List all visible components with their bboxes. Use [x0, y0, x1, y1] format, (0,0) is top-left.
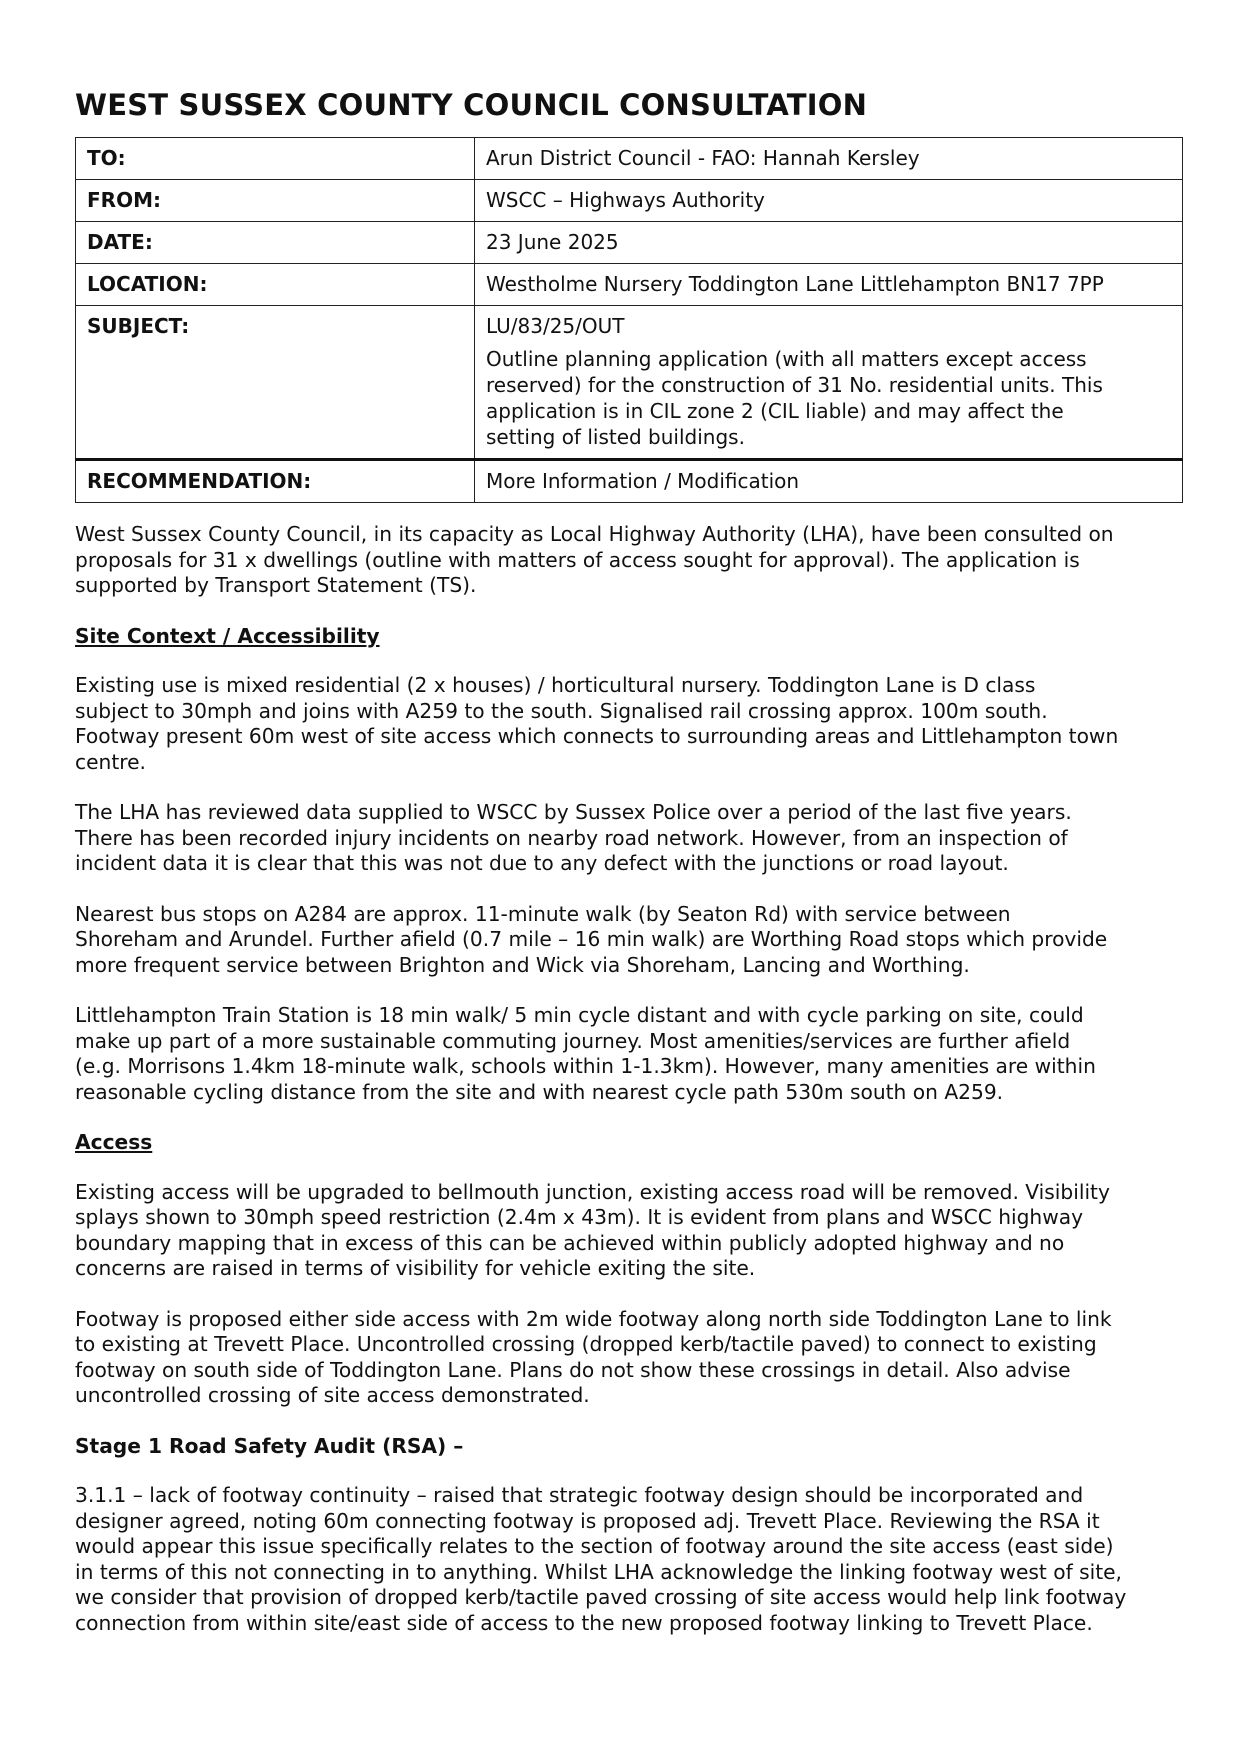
date-label: DATE:: [76, 222, 475, 264]
text-line: subject to 30mph and joins with A259 to the south. Signalised rail crossing approx. 100m south.: [75, 698, 1048, 723]
site-context-heading: Site Context / Accessibility: [75, 623, 380, 648]
text-line: Shoreham and Arundel. Further afield (0.7 mile – 16 min walk) are Worthing Road stops which provide: [75, 927, 1108, 951]
text-line: boundary mapping that in excess of this can be achieved within publicly adopted highway and no: [75, 1230, 1065, 1255]
subject-line: setting of listed buildings.: [486, 425, 745, 449]
access-paragraph-1: [75, 1180, 1195, 1282]
site-paragraph-4: [75, 1003, 1195, 1105]
document-title: WEST SUSSEX COUNTY COUNCIL CONSULTATION: [75, 88, 868, 122]
location-label: LOCATION:: [76, 264, 475, 306]
from-value: WSCC – Highways Authority: [475, 180, 1183, 222]
table-row-subject: [76, 306, 1183, 460]
subject-label: SUBJECT:: [76, 306, 475, 460]
rsa-paragraph-1: [75, 1483, 1195, 1636]
text-line: Footway present 60m west of site access which connects to surrounding areas and Littlehampton town: [75, 724, 1119, 748]
text-line: would appear this issue specifically relates to the section of footway around the site access (east side): [75, 1534, 1114, 1558]
intro-paragraph: [75, 522, 1195, 599]
subject-reference: LU/83/25/OUT: [486, 314, 625, 338]
subject-value: [475, 306, 1183, 460]
access-paragraph-2: [75, 1307, 1195, 1409]
text-line: Nearest bus stops on A284 are approx. 11-minute walk (by Seaton Rd) with service between: [75, 901, 1011, 926]
text-line: Littlehampton Train Station is 18 min walk/ 5 min cycle distant and with cycle parking on site, could: [75, 1003, 1084, 1027]
text-line: incident data it is clear that this was not due to any defect with the junctions or road layout.: [75, 851, 1009, 875]
text-line: 3.1.1 – lack of footway continuity – raised that strategic footway design should be incorporated and: [75, 1483, 1084, 1507]
text-line: connection from within site/east side of access to the new proposed footway linking to Trevett Place.: [75, 1610, 1093, 1635]
text-line: Existing access will be upgraded to bellmouth junction, existing access road will be removed. Visibility: [75, 1179, 1110, 1204]
text-line: Footway is proposed either side access with 2m wide footway along north side Toddington Lane to link: [75, 1306, 1112, 1331]
text-line: centre.: [75, 749, 146, 774]
from-label: FROM:: [76, 180, 475, 222]
subject-line: Outline planning application (with all matters except access: [486, 347, 1087, 371]
table-row-from: [76, 180, 1183, 222]
text-line: more frequent service between Brighton and Wick via Shoreham, Lancing and Worthing.: [75, 952, 970, 977]
text-line: in terms of this not connecting in to anything. Whilst LHA acknowledge the linking footway west of site,: [75, 1559, 1122, 1584]
site-paragraph-3: [75, 902, 1195, 979]
table-row-to: [76, 138, 1183, 180]
text-line: make up part of a more sustainable commuting journey. Most amenities/services are further afield: [75, 1028, 1071, 1053]
site-paragraph-1: [75, 673, 1195, 775]
table-row-recommendation: [76, 460, 1183, 503]
site-paragraph-2: [75, 800, 1195, 877]
text-line: uncontrolled crossing of site access demonstrated.: [75, 1383, 590, 1407]
text-line: There has been recorded injury incidents on nearby road network. However, from an inspection of: [75, 825, 1068, 850]
subject-line: reserved) for the construction of 31 No. residential units. This: [486, 373, 1103, 397]
table-row-location: [76, 264, 1183, 306]
text-line: The LHA has reviewed data supplied to WSCC by Sussex Police over a period of the last five years.: [75, 800, 1072, 824]
text-line: to existing at Trevett Place. Uncontrolled crossing (dropped kerb/tactile paved) to connect to existing: [75, 1332, 1097, 1356]
text-line: concerns are raised in terms of visibility for vehicle exiting the site.: [75, 1256, 756, 1280]
text-line: Existing use is mixed residential (2 x houses) / horticultural nursery. Toddington Lane is D class: [75, 673, 1036, 697]
text-line: we consider that provision of dropped kerb/tactile paved crossing of site access would help link footway: [75, 1585, 1127, 1609]
rsa-heading: Stage 1 Road Safety Audit (RSA) –: [75, 1433, 464, 1458]
text-line: West Sussex County Council, in its capacity as Local Highway Authority (LHA), have been consulted on: [75, 522, 1114, 546]
recommendation-value: More Information / Modification: [475, 460, 1183, 503]
text-line: designer agreed, noting 60m connecting footway is proposed adj. Trevett Place. Reviewing the RSA it: [75, 1508, 1100, 1533]
document-body: [75, 522, 1195, 1661]
date-value: 23 June 2025: [475, 222, 1183, 264]
text-line: splays shown to 30mph speed restriction (2.4m x 43m). It is evident from plans and WSCC highway: [75, 1205, 1084, 1229]
text-line: supported by Transport Statement (TS).: [75, 573, 477, 597]
text-line: (e.g. Morrisons 1.4km 18-minute walk, schools within 1-1.3km). However, many amenities are within: [75, 1054, 1096, 1078]
text-line: footway on south side of Toddington Lane. Plans do not show these crossings in detail. Also advise: [75, 1357, 1071, 1382]
to-label: TO:: [76, 138, 475, 180]
recommendation-label: RECOMMENDATION:: [76, 460, 475, 503]
text-line: proposals for 31 x dwellings (outline with matters of access sought for approval). The application is: [75, 547, 1080, 572]
text-line: reasonable cycling distance from the site and with nearest cycle path 530m south on A259.: [75, 1079, 1004, 1104]
subject-line: application is in CIL zone 2 (CIL liable) and may affect the: [486, 399, 1064, 423]
table-row-date: [76, 222, 1183, 264]
access-heading: Access: [75, 1130, 153, 1154]
consultation-details-table: [75, 137, 1183, 503]
to-value: Arun District Council - FAO: Hannah Kersley: [475, 138, 1183, 180]
location-value: Westholme Nursery Toddington Lane Littlehampton BN17 7PP: [475, 264, 1183, 306]
